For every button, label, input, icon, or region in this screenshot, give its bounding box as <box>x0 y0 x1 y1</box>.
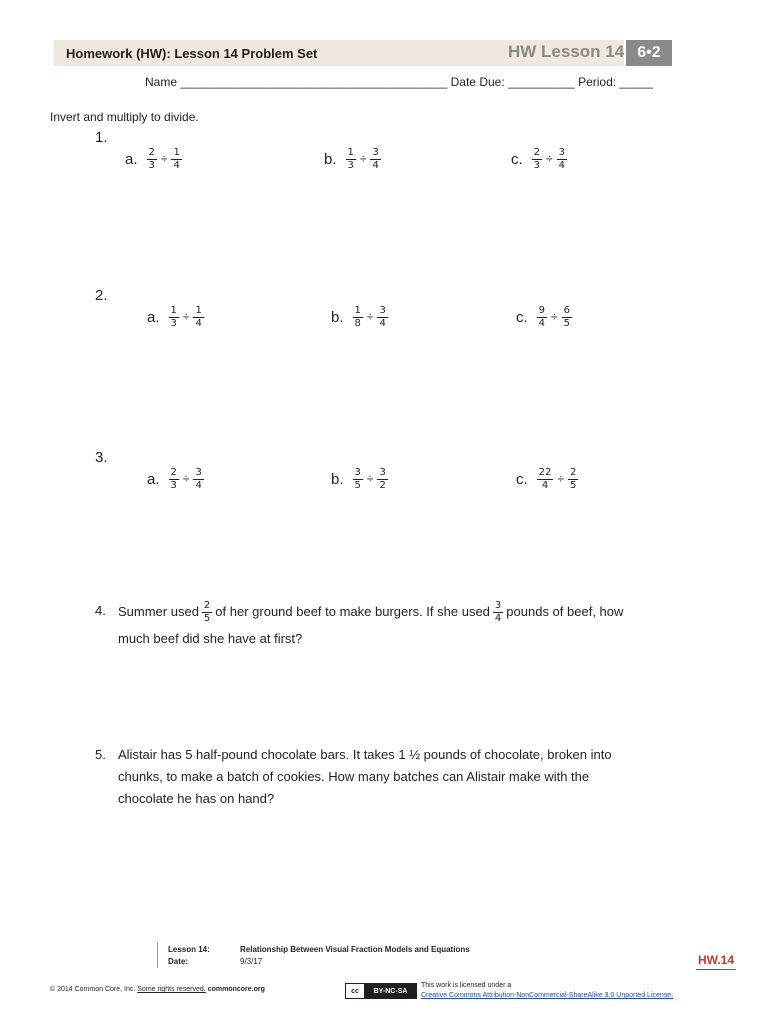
fraction <box>171 147 181 171</box>
license-link[interactable]: Creative Commons Attribution-NonCommercial-ShareAlike 3.0 Unported License. <box>421 992 674 999</box>
word-problem-4 <box>118 600 678 650</box>
numerator: 1 <box>347 147 354 158</box>
fraction <box>557 147 567 171</box>
fraction <box>532 147 542 171</box>
license-text <box>421 981 673 1001</box>
denominator: 5 <box>570 479 577 491</box>
denominator: 4 <box>494 612 502 624</box>
numerator: 6 <box>563 305 571 316</box>
problem-2b <box>331 305 389 329</box>
word-problem-text: of her ground beef to make burgers. If she used <box>215 604 490 619</box>
fraction <box>193 305 203 329</box>
fraction <box>169 305 179 329</box>
footer-values <box>240 944 470 968</box>
denominator: 3 <box>170 479 177 491</box>
numerator: 3 <box>379 305 386 316</box>
fraction <box>353 305 363 329</box>
denominator: 4 <box>558 159 566 171</box>
numerator: 22 <box>538 467 552 478</box>
cc-logo-icon: cc <box>346 984 365 998</box>
denominator: 3 <box>347 159 354 171</box>
numerator: 3 <box>354 467 361 478</box>
denominator: 4 <box>538 317 546 329</box>
word-problem-5 <box>118 744 698 810</box>
copyright-text: © 2014 Common Core, Inc. <box>50 986 136 993</box>
division-sign: ÷ <box>366 472 374 486</box>
word-problem-text: much beef did she have at first? <box>118 631 303 646</box>
part-label: b. <box>331 470 344 488</box>
fraction <box>370 147 380 171</box>
cc-license-type: BY-NC-SA <box>365 984 416 998</box>
numerator: 3 <box>372 147 379 158</box>
division-sign: ÷ <box>160 152 168 166</box>
division-sign: ÷ <box>366 310 374 324</box>
word-problem-4-number: 4. <box>95 603 106 618</box>
problem-1c <box>511 147 568 171</box>
page-title: Homework (HW): Lesson 14 Problem Set <box>66 46 318 61</box>
part-label: a. <box>147 470 160 488</box>
denominator: 4 <box>372 159 379 171</box>
problem-3a <box>147 467 205 491</box>
part-label: b. <box>324 150 337 168</box>
fraction <box>537 305 547 329</box>
part-label: b. <box>331 308 344 326</box>
denominator: 4 <box>541 479 549 491</box>
fraction <box>353 467 363 491</box>
word-problem-text: chocolate he has on hand? <box>118 791 275 806</box>
denominator: 4 <box>379 317 386 329</box>
hw-number-underline <box>696 969 736 970</box>
numerator: 9 <box>538 305 546 316</box>
fraction <box>568 467 578 491</box>
numerator: 1 <box>354 305 361 316</box>
division-sign: ÷ <box>557 472 564 486</box>
denominator: 5 <box>354 479 361 491</box>
division-sign: ÷ <box>551 310 558 324</box>
word-problem-5-number: 5. <box>95 747 106 762</box>
division-sign: ÷ <box>546 152 553 166</box>
numerator: 2 <box>533 147 541 158</box>
date-label: Date: <box>168 957 189 966</box>
fraction <box>562 305 572 329</box>
fraction <box>169 467 179 491</box>
license-line: This work is licensed under a <box>421 982 512 989</box>
part-label: a. <box>125 150 138 168</box>
denominator: 5 <box>203 612 211 624</box>
fraction <box>377 305 387 329</box>
fraction <box>147 147 157 171</box>
denominator: 3 <box>533 159 541 171</box>
lesson-topic: Relationship Between Visual Fraction Models and Equations <box>240 945 470 954</box>
copyright <box>50 986 265 993</box>
numerator: 1 <box>173 147 180 158</box>
denominator: 3 <box>170 317 177 329</box>
hw-number: HW.14 <box>698 953 735 967</box>
numerator: 2 <box>203 600 211 611</box>
numerator: 3 <box>195 467 202 478</box>
fraction <box>493 600 503 624</box>
problem-3c <box>516 467 579 491</box>
hw-lesson-label: HW Lesson 14 <box>508 42 625 61</box>
part-label: c. <box>516 470 528 488</box>
part-label: c. <box>516 308 528 326</box>
numerator: 1 <box>195 305 202 316</box>
problem-number: 3. <box>95 449 108 466</box>
numerator: 3 <box>558 147 566 158</box>
numerator: 2 <box>170 467 177 478</box>
footer-divider <box>157 942 158 968</box>
problem-number: 1. <box>95 129 108 146</box>
numerator: 2 <box>148 147 155 158</box>
numerator: 3 <box>379 467 386 478</box>
name-date-period-line: Name ________________________________________ Date Due: __________ Period: _____ <box>145 75 653 89</box>
numerator: 3 <box>494 600 502 611</box>
problem-2c <box>516 305 573 329</box>
denominator: 3 <box>148 159 155 171</box>
denominator: 4 <box>173 159 180 171</box>
problem-3b <box>331 467 389 491</box>
fraction <box>193 467 203 491</box>
denominator: 2 <box>379 479 386 491</box>
fraction <box>202 600 212 624</box>
rights-link[interactable]: Some rights reserved. <box>137 986 206 993</box>
denominator: 4 <box>195 317 202 329</box>
word-problem-text: Summer used <box>118 604 199 619</box>
denominator: 8 <box>354 317 361 329</box>
problem-1a <box>125 147 183 171</box>
fraction <box>346 147 356 171</box>
problem-1b <box>324 147 382 171</box>
word-problem-text: pounds of beef, how <box>506 604 624 619</box>
instructions: Invert and multiply to divide. <box>50 110 199 124</box>
numerator: 1 <box>170 305 177 316</box>
division-sign: ÷ <box>359 152 367 166</box>
lesson-label: Lesson 14: <box>168 945 210 954</box>
fraction <box>537 467 554 491</box>
problem-2a <box>147 305 205 329</box>
division-sign: ÷ <box>182 472 190 486</box>
numerator: 2 <box>570 467 577 478</box>
part-label: c. <box>511 150 523 168</box>
denominator: 4 <box>195 479 202 491</box>
footer-labels <box>168 944 210 968</box>
lesson-date: 9/3/17 <box>240 957 263 966</box>
cc-license-badge[interactable] <box>345 983 417 999</box>
word-problem-text: chunks, to make a batch of cookies. How many batches can Alistair make with the <box>118 769 590 784</box>
problem-number: 2. <box>95 287 108 304</box>
word-problem-text: Alistair has 5 half-pound chocolate bars. It takes 1 ½ pounds of chocolate, broken into <box>118 747 612 762</box>
part-label: a. <box>147 308 160 326</box>
site-name: commoncore.org <box>207 986 265 993</box>
fraction <box>377 467 387 491</box>
denominator: 5 <box>563 317 571 329</box>
division-sign: ÷ <box>182 310 190 324</box>
module-badge: 6•2 <box>626 40 672 66</box>
